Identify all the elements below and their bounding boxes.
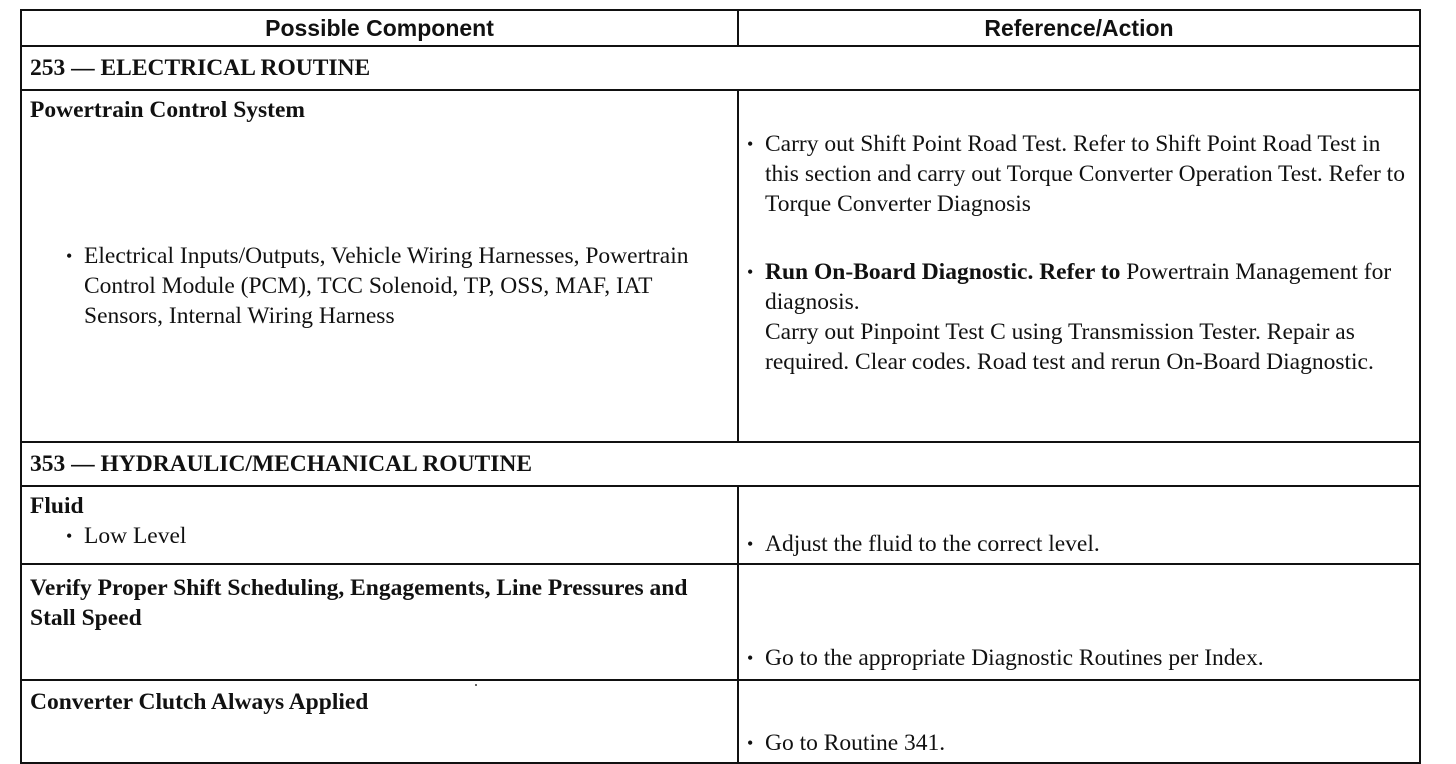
section-row-hydraulic <box>21 442 1420 486</box>
action-cell <box>738 486 1420 564</box>
table-row <box>21 486 1420 564</box>
component-cell <box>21 486 738 564</box>
action-rest-text: Powertrain Management for diagnosis. <box>765 259 1392 315</box>
list-item <box>747 728 1411 758</box>
header-reference-action: Reference/Action <box>738 10 1420 46</box>
speck-mark <box>475 684 477 686</box>
component-bullet-text: Electrical Inputs/Outputs, Vehicle Wiring Harnesses, Powertrain Control Module (PCM), TCC Solenoid, TP, OSS, MAF, IAT Sensors, Internal Wiring Harness <box>84 243 689 329</box>
action-cell <box>738 564 1420 680</box>
list-item <box>747 643 1411 673</box>
list-item <box>30 521 729 551</box>
component-heading: Converter Clutch Always Applied <box>30 689 369 715</box>
action-text: Go to Routine 341. <box>765 730 946 756</box>
component-bullet-text: Low Level <box>84 523 187 549</box>
table-header-row <box>21 10 1420 46</box>
component-heading: Verify Proper Shift Scheduling, Engagements, Line Pressures and Stall Speed <box>30 575 688 631</box>
bullet-icon: • <box>66 246 73 266</box>
bullet-icon: • <box>747 648 754 668</box>
action-cell <box>738 680 1420 763</box>
action-continued-text: Carry out Pinpoint Test C using Transmission Tester. Repair as required. Clear codes. Road test and rerun On-Board Diagnostic. <box>765 319 1374 375</box>
section-title-hydraulic: 353 — HYDRAULIC/MECHANICAL ROUTINE <box>21 442 1420 486</box>
component-heading: Fluid <box>30 493 84 519</box>
section-row-electrical <box>21 46 1420 90</box>
action-text: Go to the appropriate Diagnostic Routines per Index. <box>765 645 1264 671</box>
table-row <box>21 680 1420 763</box>
bullet-icon: • <box>747 733 754 753</box>
action-text <box>765 257 1411 317</box>
list-item <box>747 257 1411 317</box>
section-title-electrical: 253 — ELECTRICAL ROUTINE <box>21 46 1420 90</box>
bullet-icon: • <box>747 262 754 282</box>
table-row <box>21 564 1420 680</box>
action-text: Carry out Shift Point Road Test. Refer to Shift Point Road Test in this section and carry out Torque Converter Operation Test. Refer to Torque Converter Diagnosis <box>765 131 1405 217</box>
list-item <box>747 129 1411 219</box>
component-cell <box>21 90 738 442</box>
header-possible-component: Possible Component <box>21 10 738 46</box>
bullet-icon: • <box>747 534 754 554</box>
component-heading: Powertrain Control System <box>30 97 305 123</box>
list-item <box>30 241 729 331</box>
action-text: Adjust the fluid to the correct level. <box>765 531 1100 557</box>
component-cell <box>21 680 738 763</box>
table-row <box>21 90 1420 442</box>
action-bold-text: Run On-Board Diagnostic. Refer to <box>765 259 1121 285</box>
list-item <box>747 529 1411 559</box>
bullet-icon: • <box>66 526 73 546</box>
action-cell <box>738 90 1420 442</box>
bullet-icon: • <box>747 134 754 154</box>
component-cell <box>21 564 738 680</box>
diagnostic-table <box>20 9 1421 764</box>
